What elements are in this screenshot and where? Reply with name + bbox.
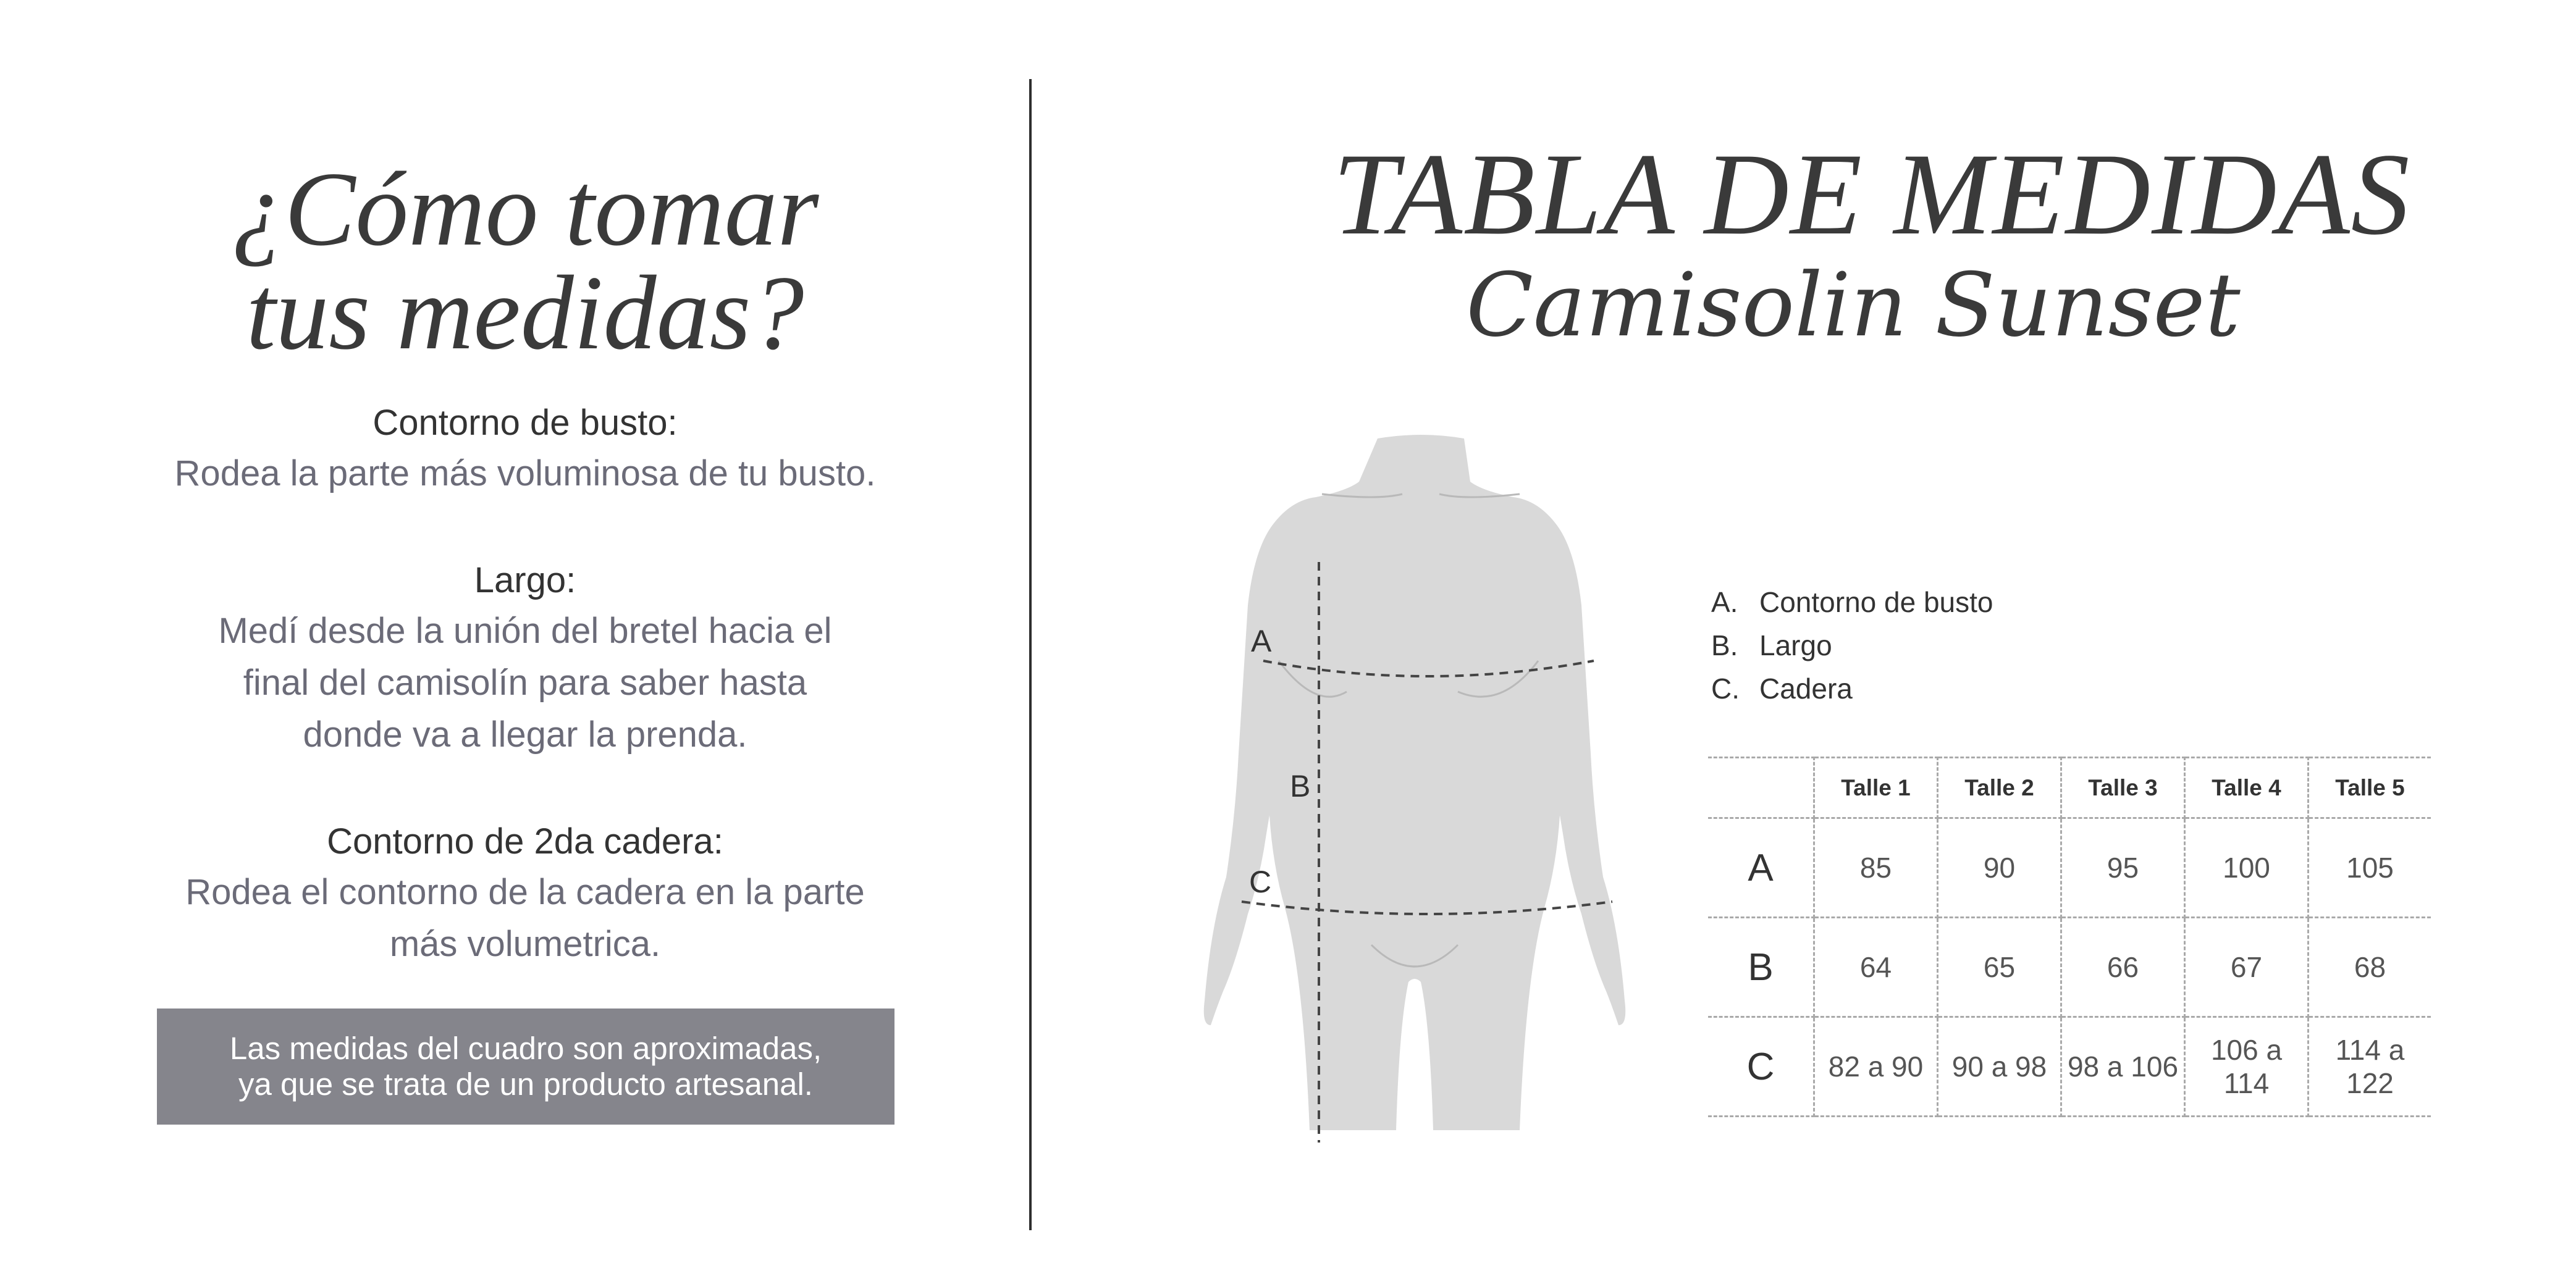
section-hip-body-line2: más volumetrica. [389,924,661,964]
section-hip-heading: Contorno de 2da cadera: [327,821,723,862]
header-talle-2: Talle 2 [1938,758,2061,818]
section-hip-body-line1: Rodea el contorno de la cadera en la parte [185,872,865,912]
left-title-line1: ¿Cómo tomar [231,151,819,268]
legend-letter: C. [1711,673,1740,705]
approximation-note [157,1009,894,1125]
section-length [136,556,914,761]
note-line2: ya que se trata de un producto artesanal. [238,1067,813,1102]
table-cell: 90 a 98 [1938,1017,2061,1117]
legend-letter: B. [1711,629,1738,661]
table-row [1708,818,2431,918]
figure-label-c: C [1249,865,1272,899]
note-line1: Las medidas del cuadro son aproximadas, [229,1031,822,1066]
table-cell: 68 [2309,918,2431,1017]
table-cell: 65 [1938,918,2061,1017]
left-title-line2: tus medidas? [246,254,804,372]
section-bust [136,398,914,500]
table-cell: 105 [2309,818,2431,918]
size-chart-title: TABLA DE MEDIDAS [1332,130,2411,259]
size-table [1708,757,2431,1117]
figure-label-b: B [1290,769,1311,803]
legend-text: Contorno de busto [1759,586,1993,618]
table-row [1708,918,2431,1017]
table-cell: 98 a 106 [2061,1017,2185,1117]
left-title [124,151,927,372]
body-silhouette-figure [1192,432,1649,1143]
legend-text: Largo [1759,629,1832,661]
section-length-body-line3: donde va a llegar la prenda. [303,715,747,755]
table-header-row [1708,758,2431,818]
legend-letter: A. [1711,586,1738,618]
header-talle-1: Talle 1 [1814,758,1938,818]
legend-item-c [1711,670,2144,707]
header-talle-4: Talle 4 [2185,758,2309,818]
table-cell: 100 [2185,818,2309,918]
table-corner-cell [1708,758,1814,818]
figure-label-a: A [1251,624,1272,658]
vertical-divider [1029,79,1032,1230]
section-length-body-line2: final del camisolín para saber hasta [243,663,807,703]
section-length-body-line1: Medí desde la unión del bretel hacia el [218,611,832,651]
legend-item-a [1711,584,2144,621]
row-label-c: C [1708,1017,1814,1117]
header-talle-3: Talle 3 [2061,758,2185,818]
table-cell: 95 [2061,818,2185,918]
body-silhouette [1204,435,1626,1130]
table-cell: 67 [2185,918,2309,1017]
table-cell: 82 a 90 [1814,1017,1938,1117]
table-cell: 114 a 122 [2309,1017,2431,1117]
row-label-a: A [1708,818,1814,918]
header-talle-5: Talle 5 [2309,758,2431,818]
table-cell: 85 [1814,818,1938,918]
section-bust-body: Rodea la parte más voluminosa de tu busto. [174,453,876,493]
table-cell: 90 [1938,818,2061,918]
product-name: Camisolin Sunset [1466,254,2241,356]
table-cell: 66 [2061,918,2185,1017]
section-length-heading: Largo: [474,560,576,600]
table-cell: 106 a 114 [2185,1017,2309,1117]
table-row [1708,1017,2431,1117]
legend-item-b [1711,627,2144,664]
section-bust-heading: Contorno de busto: [373,403,678,443]
row-label-b: B [1708,918,1814,1017]
table-cell: 64 [1814,918,1938,1017]
legend-text: Cadera [1759,673,1853,705]
section-hip [136,817,914,970]
